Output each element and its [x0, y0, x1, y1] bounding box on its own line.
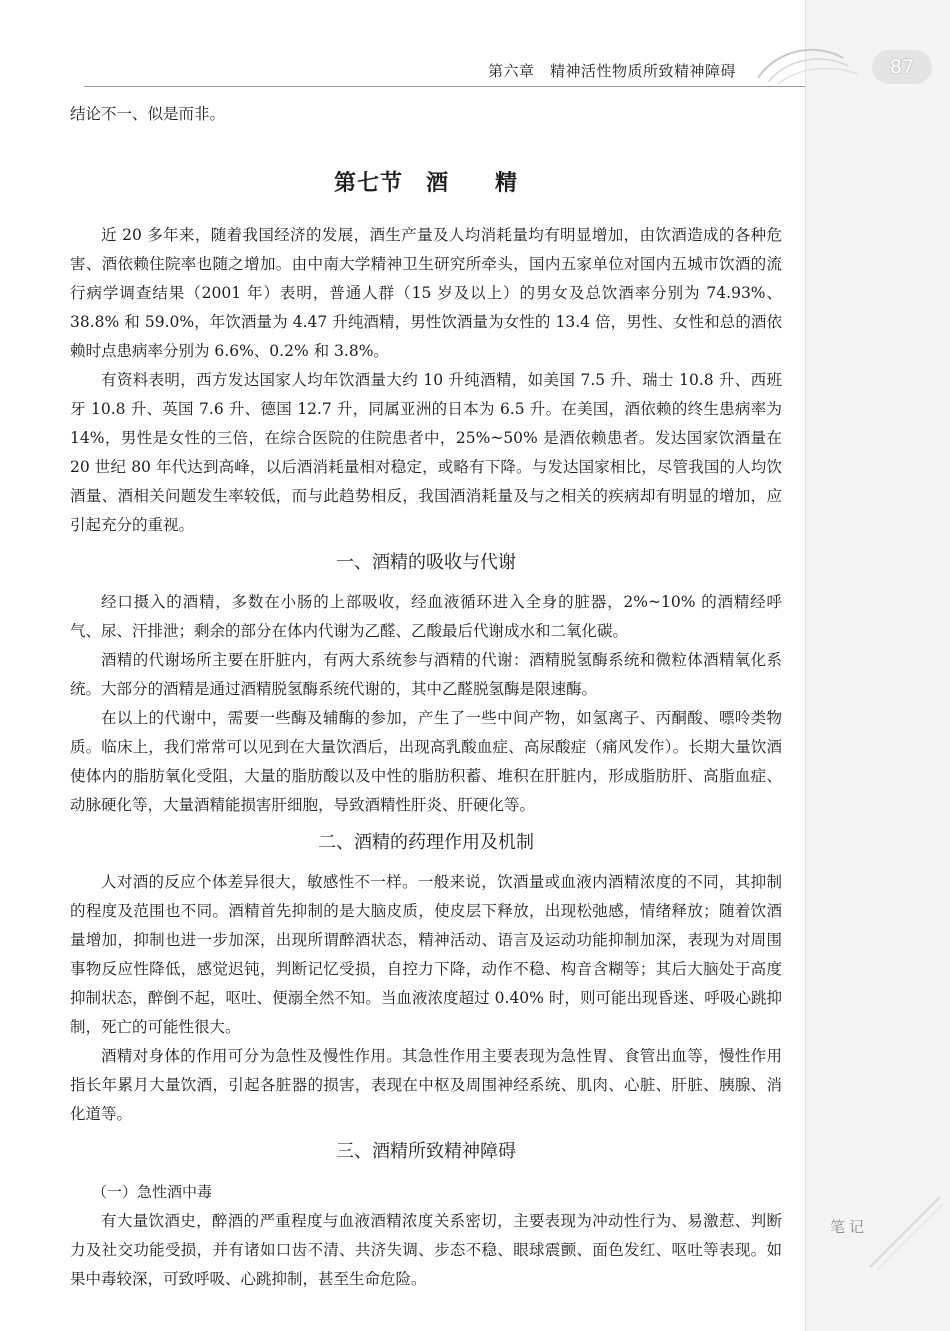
continuation-text: 结论不一、似是而非。: [70, 105, 226, 123]
minor-title-acute-intoxication: （一）急性酒中毒: [92, 1183, 213, 1201]
page-number: 87: [872, 50, 932, 84]
chapter-title: 第六章 精神活性物质所致精神障碍: [487, 62, 736, 80]
absorption-paragraph-3: 在以上的代谢中，需要一些酶及辅酶的参加，产生了一些中间产物，如氢离子、丙酮酸、嘌呤类物质。临床上，我们常常可以见到在大量饮酒后，出现高乳酸血症、高尿酸症（痛风发作）。长期大量饮酒使体内的脂肪氧化受阻，大量的脂肪酸以及中性的脂肪积蓄、堆积在肝脏内，形成脂肪肝、高脂血症、动脉硬化等，大量酒精能损害肝细胞，导致酒精性肝炎、肝硬化等。: [70, 709, 782, 814]
pharmacology-paragraph-1: 人对酒的反应个体差异很大，敏感性不一样。一般来说，饮酒量或血液内酒精浓度的不同，其抑制的程度及范围也不同。酒精首先抑制的是大脑皮质，使皮层下释放，出现松弛感，情绪释放；随着饮酒量增加，抑制也进一步加深，出现所谓醉酒状态，精神活动、语言及运动功能抑制加深，表现为对周围事物反应性降低，感觉迟钝，判断记忆受损，自控力下降，动作不稳、构音含糊等；其后大脑处于高度抑制状态，醉倒不起，呕吐、便溺全然不知。当血液浓度超过 0.40% 时，则可能出现昏迷、呼吸心跳抑制，死亡的可能性很大。: [70, 873, 782, 1036]
header-divider: [84, 86, 805, 87]
pen-stroke-icon: [865, 1192, 945, 1272]
page-header: [0, 0, 950, 95]
section-title: 第七节 酒 精: [333, 171, 518, 196]
acute-intoxication-paragraph: 有大量饮酒史，醉酒的严重程度与血液酒精浓度关系密切，主要表现为冲动性行为、易激惹、判断力及社交功能受损，并有诸如口齿不清、共济失调、步态不稳、眼球震颤、面色发红、呕吐等表现。如果中毒较深，可致呼吸、心跳抑制，甚至生命危险。: [70, 1212, 782, 1288]
intro-paragraph-2: 有资料表明，西方发达国家人均年饮酒量大约 10 升纯酒精，如美国 7.5 升、瑞士 10.8 升、西班牙 10.8 升、英国 7.6 升、德国 12.7 升，同属亚洲的日本为 6.5 升。在美国，酒依赖的终生患病率为 14%，男性是女性的三倍，在综合医院的住院患者中，25%~50% 是酒依赖患者。发达国家饮酒量在 20 世纪 80 年代达到高峰，以后酒消耗量相对稳定，或略有下降。与发达国家相比，尽管我国的人均饮酒量、酒相关问题发生率较低，而与此趋势相反，我国酒消耗量及与之相关的疾病却有明显的增加，应引起充分的重视。: [70, 371, 782, 534]
subsection-title-absorption: 一、酒精的吸收与代谢: [336, 552, 516, 573]
absorption-paragraph-2: 酒精的代谢场所主要在肝脏内，有两大系统参与酒精的代谢：酒精脱氢酶系统和微粒体酒精氧化系统。大部分的酒精是通过酒精脱氢酶系统代谢的，其中乙醛脱氢酶是限速酶。: [70, 651, 782, 698]
page-body: [70, 100, 782, 1294]
absorption-paragraph-1: 经口摄入的酒精，多数在小肠的上部吸收，经血液循环进入全身的脏器，2%~10% 的酒精经呼气、尿、汗排泄；剩余的部分在体内代谢为乙醛、乙酸最后代谢成水和二氧化碳。: [70, 593, 782, 640]
pharmacology-paragraph-2: 酒精对身体的作用可分为急性及慢性作用。其急性作用主要表现为急性胃、食管出血等，慢性作用指长年累月大量饮酒，引起各脏器的损害，表现在中枢及周围神经系统、肌肉、心脏、肝脏、胰腺、消化道等。: [70, 1047, 782, 1123]
subsection-title-disorders: 三、酒精所致精神障碍: [336, 1141, 516, 1162]
subsection-title-pharmacology: 二、酒精的药理作用及机制: [318, 832, 534, 853]
decorative-swirl-icon: [748, 38, 868, 88]
notes-margin-column: [805, 0, 950, 1331]
intro-paragraph-1: 近 20 多年来，随着我国经济的发展，酒生产量及人均消耗量均有明显增加，由饮酒造成的各种危害、酒依赖住院率也随之增加。由中南大学精神卫生研究所牵头，国内五家单位对国内五城市饮酒的流行病学调查结果（2001 年）表明，普通人群（15 岁及以上）的男女及总饮酒率分别为 74.93%、38.8% 和 59.0%，年饮酒量为 4.47 升纯酒精，男性饮酒量为女性的 13.4 倍，男性、女性和总的酒依赖时点患病率分别为 6.6%、0.2% 和 3.8%。: [70, 226, 782, 360]
notes-label: 笔记: [830, 1218, 869, 1236]
